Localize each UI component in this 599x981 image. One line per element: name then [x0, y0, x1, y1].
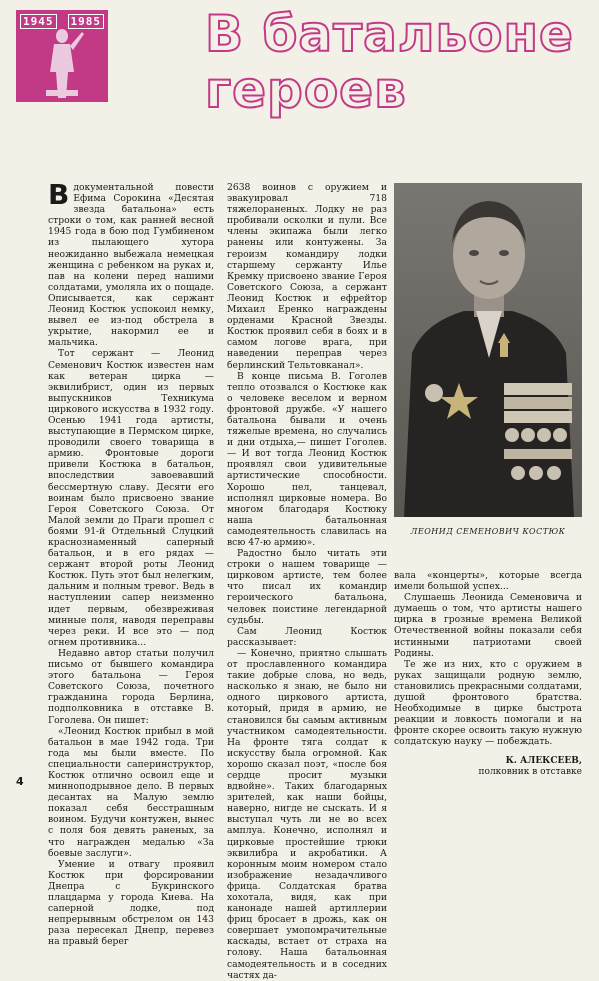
- portrait-image: [394, 183, 582, 517]
- title-line-2: героев: [205, 61, 407, 119]
- anniversary-badge: [16, 10, 108, 102]
- article-title: [205, 6, 590, 118]
- article-column-2: [227, 182, 387, 981]
- paragraph: Слушаешь Леонида Семеновича и думаешь о том, что артисты нашего цирка в грозные времена Великой Отечественной войны показали себя истинными патриотами своей Родины.: [394, 592, 582, 659]
- paragraph: Радостно было читать эти строки о нашем товарище — цирковом артисте, тем более что писал их командир героического батальона, человек поистине легендарной судьбы.: [227, 548, 387, 626]
- year-end: 1985: [68, 14, 105, 29]
- page-number: 4: [16, 775, 24, 788]
- portrait-photo: [394, 183, 582, 517]
- drop-cap: В: [48, 178, 70, 211]
- paragraph: — Конечно, приятно слышать от прославленного командира такие добрые слова, но ведь, насколько я знаю, не было ни одного циркового артиста, который, придя в армию, не становился бы самым активным участником самодеятельности. На фронте тяга солдат к искусству была огромной. Как хорошо сказал поэт, «после боя сердце просит музыки вдвойне». Таких благодарных зрителей, как наши бойцы, наверно, нигде не сыскать. И я выступал чуть ли не во всех амплуа. Конечно, исполнял и цирковые простейшие трюки эквилибра и акробатики. А коронным моим номером стало изображение незадачливого фрица. Солдатская братва хохотала, видя, как при канонаде нашей артиллерии фриц бросает в дрожь, как он совершает умопомрачительные каскады, встает от страха на голову. Наша батальонная самодеятельность и в соседних частях да-: [227, 647, 387, 981]
- paragraph: вала «концерты», которые всегда имели большой успех...: [394, 570, 582, 593]
- title-line-1: В батальоне: [205, 5, 574, 63]
- article-column-1: [48, 178, 214, 948]
- paragraph: Умение и отвагу проявил Костюк при форсировании Днепра с Букринского плацдарма у города Киева. На саперной лодке, под непрерывным обстрелом он 143 раза пересекал Днепр, перевез на правый берег: [48, 858, 214, 948]
- paragraph: Сам Леонид Костюк рассказывает:: [227, 625, 387, 648]
- year-start: 1945: [20, 14, 57, 29]
- paragraph: Недавно автор статьи получил письмо от бывшего командира этого батальона — Героя Советского Союза, почетного гражданина города Берлина, подполковника в отставке В. Гоголева. Он пишет:: [48, 647, 214, 726]
- paragraph: Вдокументальной повести Ефима Сорокина «Десятая звезда батальона» есть строки о том, как ранней весной 1945 года в бою под Гумбиненом из пылающего хутора неожиданно выбежала немецкая женщина с ребенком на руках и, пав на колени перед нашими солдатами, умоляла их о пощаде. Описывается, как сержант Леонид Костюк успокоил немку, вывел ее из-под обстрела в укрытие, накормил ее и мальчика.: [48, 178, 214, 349]
- paragraph: В конце письма В. Гоголев тепло отозвался о Костюке как о человеке веселом и верном фронтовой дружбе. «У нашего батальона бывали и очень тяжелые времена, но случались и дни отдыха,— пишет Гоголев.— И вот тогда Леонид Костюк проявлял свои удивительные артистические способности. Хорошо пел, танцевал, исполнял цирковые номера. Во многом благодаря Костюку наша батальонная самодеятельность славилась на всю 47-ю армию».: [227, 370, 387, 548]
- author-title: полковник в отставке: [478, 766, 582, 777]
- article-column-3: [394, 570, 582, 775]
- paragraph: Те же из них, кто с оружием в руках защищали родную землю, становились прекрасными солдатами, душой фронтового братства. Необходимые в цирке быстрота реакции и ловкость помогали и на фронте скорее освоить такую нужную солдатскую науку — побеждать.: [394, 658, 582, 748]
- author-name: К. АЛЕКСЕЕВ,: [505, 755, 582, 766]
- photo-caption: ЛЕОНИД СЕМЕНОВИЧ КОСТЮК: [410, 527, 566, 536]
- paragraph: 2638 воинов с оружием и эвакуировал 718 тяжелораненых. Лодку не раз пробивали осколки и пули. Все члены экипажа были легко ранены или контужены. За героизм командиру лодки старшему сержанту Илье Кремку присвоено звание Героя Советского Союза, а сержант Леонид Костюк и ефрейтор Михаил Еренко награждены орденами Красной Звезды. Костюк проявил себя в боях и в самом логове врага, при наведении переправ через берлинский Тельтовканал».: [227, 182, 387, 371]
- paragraph: Тот сержант — Леонид Семенович Костюк известен нам как ветеран цирка — эквилибрист, один из первых выпускников Техникума циркового искусства в 1932 году. Осенью 1941 года артисты, выступающие в Пермском цирке, проводили своего товарища в армию. Фронтовые дороги привели Костюка в батальон, впоследствии завоевавший бессмертную славу. Десяти его воинам было присвоено звание Героя Советского Союза. От Малой земли до Праги прошел с боями 91-й Отдельный Слуцкий краснознаменный саперный батальон, и в его рядах — сержант второй роты Леонид Костюк. Путь этот был нелегким, дальним и полным тревог. Ведь в наступлении сапер неизменно идет первым, обезвреживая минные поля, наводя переправы через реки. И все это — под огнем противника...: [48, 348, 214, 648]
- paragraph: «Леонид Костюк прибыл в мой батальон в мае 1942 года. Три года мы были вместе. По специальности саперинструктор, Костюк отлично освоил еще и минноподрывное дело. В первых десантах на Малую землю показал себя бесстрашным воином. Будучи контужен, вынес с поля боя девять раненых, за что награжден медалью «За боевые заслуги».: [48, 725, 214, 859]
